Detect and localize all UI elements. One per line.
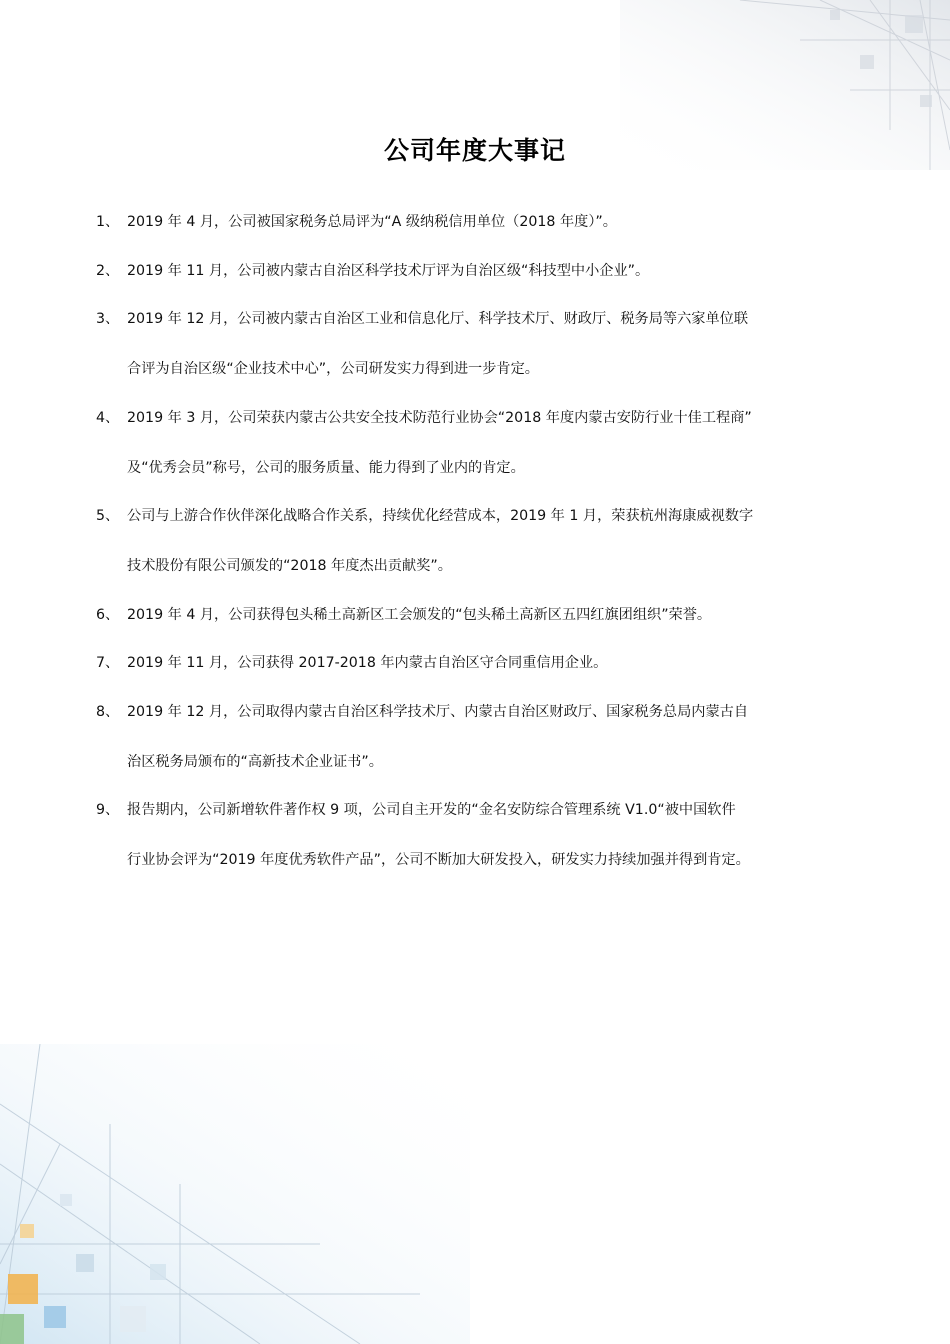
corner-decoration-bottom-left bbox=[0, 1044, 470, 1344]
event-list bbox=[96, 197, 856, 884]
event-item-1 bbox=[96, 197, 856, 247]
event-text: 2019 年 4 月，公司获得包头稀土高新区工会颁发的“包头稀土高新区五四红旗团组织”荣誉。 bbox=[127, 606, 712, 623]
event-number: 2、 bbox=[96, 262, 120, 279]
page-title: 公司年度大事记 bbox=[383, 136, 566, 165]
event-text: 2019 年 12 月，公司取得内蒙古自治区科学技术厅、内蒙古自治区财政厅、国家税务总局内蒙古自 bbox=[127, 703, 749, 720]
event-text: 报告期内，公司新增软件著作权 9 项，公司自主开发的“金名安防综合管理系统 V1.0“被中国软件 bbox=[127, 802, 736, 818]
event-number: 6、 bbox=[96, 606, 120, 623]
event-text: 2019 年 11 月，公司获得 2017-2018 年内蒙古自治区守合同重信用企业。 bbox=[127, 655, 608, 671]
event-text-continued: 行业协会评为“2019 年度优秀软件产品”，公司不断加大研发投入，研发实力持续加强并得到肯定。 bbox=[127, 852, 750, 868]
event-text-continued: 及“优秀会员”称号，公司的服务质量、能力得到了业内的肯定。 bbox=[127, 459, 525, 476]
event-item-5 bbox=[96, 491, 856, 591]
event-text: 2019 年 11 月，公司被内蒙古自治区科学技术厅评为自治区级“科技型中小企业”。 bbox=[127, 262, 650, 279]
event-text: 2019 年 12 月，公司被内蒙古自治区工业和信息化厅、科学技术厅、财政厅、税务局等六家单位联 bbox=[127, 311, 749, 327]
event-item-7 bbox=[96, 638, 856, 688]
event-text: 2019 年 3 月，公司荣获内蒙古公共安全技术防范行业协会“2018 年度内蒙古安防行业十佳工程商” bbox=[127, 409, 752, 426]
event-text: 公司与上游合作伙伴深化战略合作关系，持续优化经营成本，2019 年 1 月，荣获杭州海康威视数字 bbox=[127, 508, 754, 524]
event-item-4 bbox=[96, 393, 856, 493]
event-number: 1、 bbox=[96, 214, 120, 230]
event-item-3 bbox=[96, 294, 856, 394]
event-text: 2019 年 4 月，公司被国家税务总局评为“A 级纳税信用单位（2018 年度）”。 bbox=[127, 214, 617, 230]
event-number: 3、 bbox=[96, 311, 120, 327]
event-item-6 bbox=[96, 590, 856, 640]
event-text-continued: 技术股份有限公司颁发的“2018 年度杰出贡献奖”。 bbox=[127, 558, 452, 574]
event-item-9 bbox=[96, 785, 856, 885]
event-item-8 bbox=[96, 687, 856, 787]
event-text-continued: 治区税务局颁布的“高新技术企业证书”。 bbox=[127, 753, 383, 770]
event-item-2 bbox=[96, 246, 856, 296]
event-number: 8、 bbox=[96, 703, 120, 720]
event-number: 9、 bbox=[96, 802, 120, 818]
event-number: 4、 bbox=[96, 409, 120, 426]
event-number: 5、 bbox=[96, 508, 120, 524]
event-number: 7、 bbox=[96, 655, 120, 671]
event-text-continued: 合评为自治区级“企业技术中心”，公司研发实力得到进一步肯定。 bbox=[127, 361, 539, 377]
